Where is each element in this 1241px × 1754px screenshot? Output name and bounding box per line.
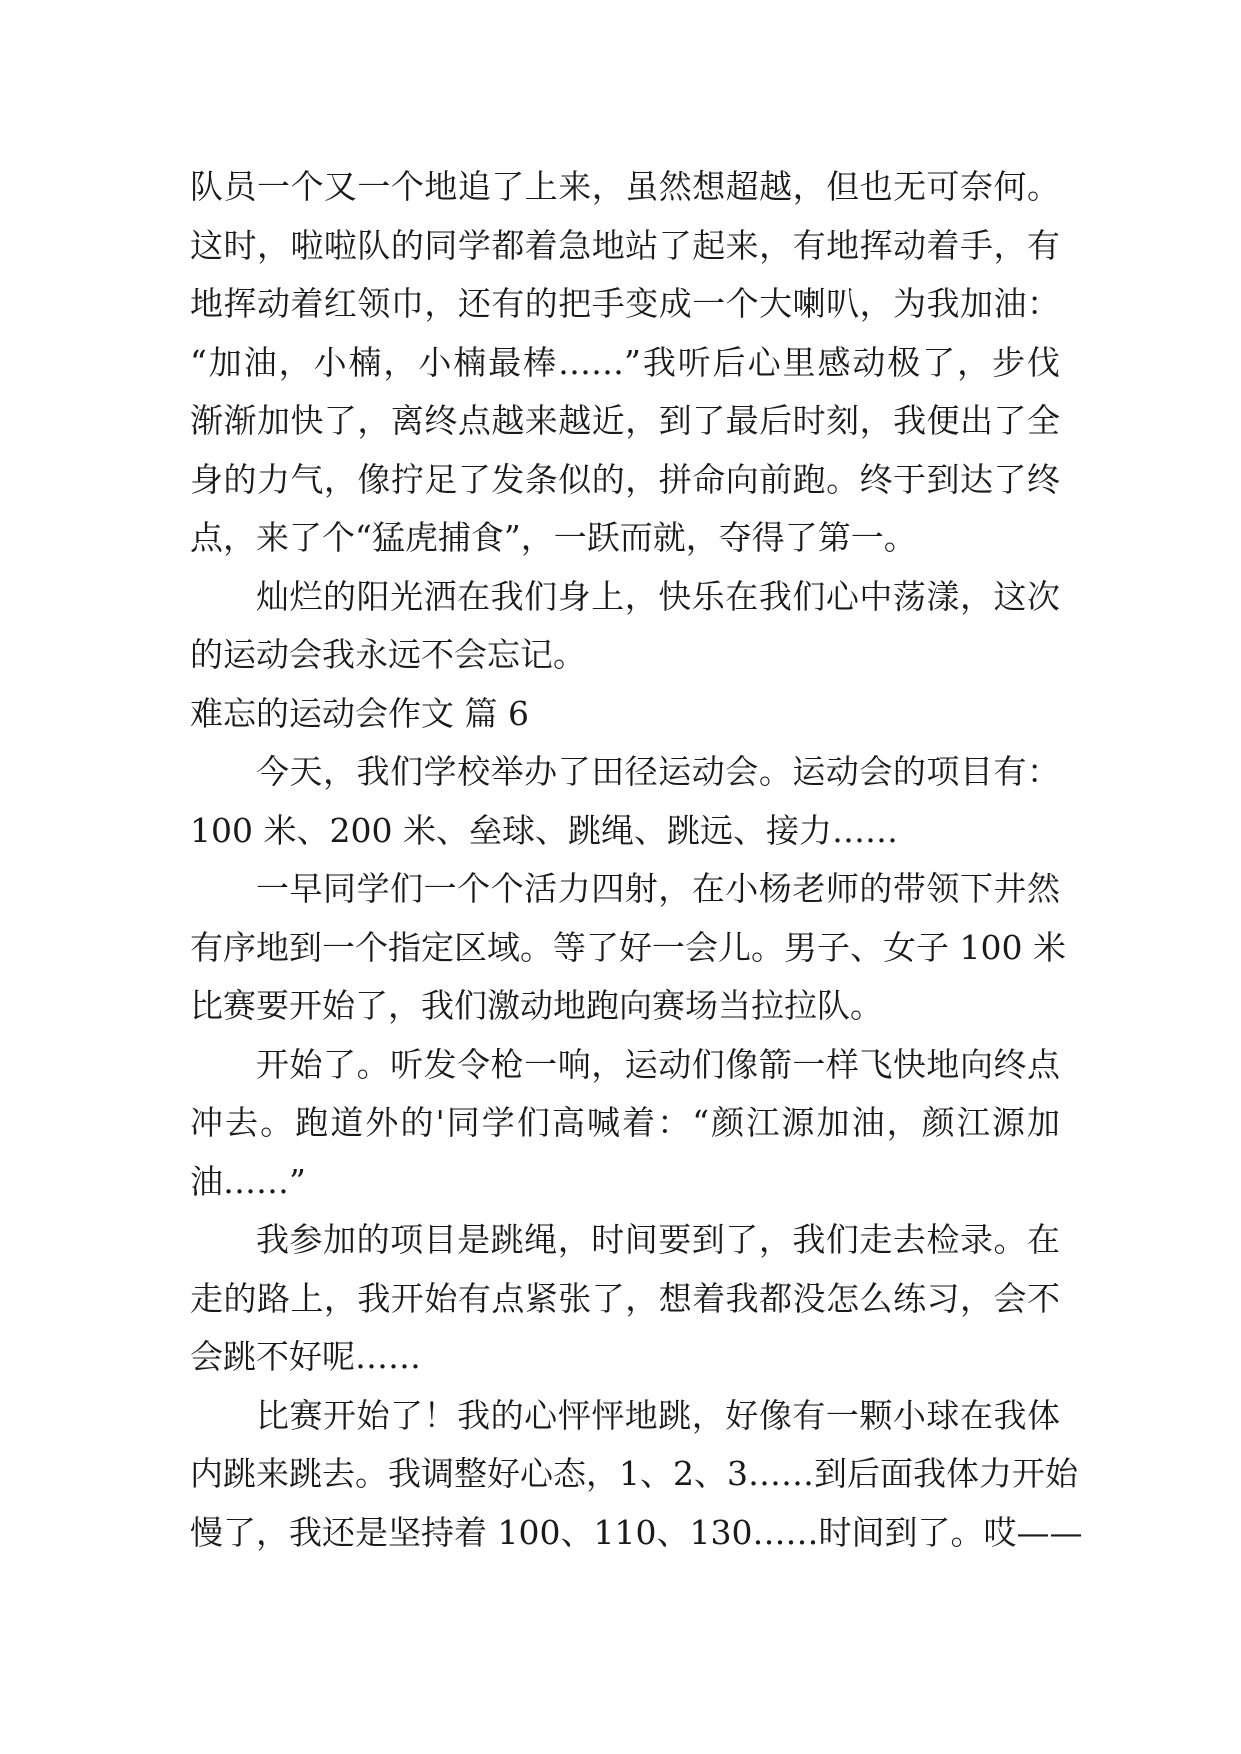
paragraph xyxy=(190,1387,1083,1563)
paragraph xyxy=(190,1036,1060,1212)
text-line: 内跳来跳去。我调整好心态，1、2、3……到后面我体力开始 xyxy=(190,1454,1078,1493)
heading-text: 难忘的运动会作文 篇 6 xyxy=(190,693,529,733)
text-line: 慢了，我还是坚持着 100、110、130……时间到了。哎—— xyxy=(190,1512,1083,1552)
text-line: 身的力气，像拧足了发条似的，拼命向前跑。终于到达了终 xyxy=(190,459,1060,499)
text-line: 开始了。听发令枪一响，运动们像箭一样飞快地向终点 xyxy=(256,1044,1060,1084)
text-line: 我参加的项目是跳绳，时间要到了，我们走去检录。在 xyxy=(256,1220,1060,1259)
text-line: 100 米、200 米、垒球、跳绳、跳远、接力…… xyxy=(190,810,898,850)
paragraph xyxy=(190,568,1060,685)
text-line: 这时，啦啦队的同学都着急地站了起来，有地挥动着手，有 xyxy=(190,225,1060,265)
text-line: 走的路上，我开始有点紧张了，想着我都没怎么练习，会不 xyxy=(190,1278,1060,1318)
text-line: 渐渐加快了，离终点越来越近，到了最后时刻，我便出了全 xyxy=(190,401,1060,440)
text-line: 冲去。跑道外的'同学们高喊着：“颜江源加油，颜江源加 xyxy=(190,1103,1060,1142)
text-line: 有序地到一个指定区域。等了好一会儿。男子、女子 100 米 xyxy=(190,927,1066,967)
paragraph xyxy=(190,158,1060,568)
text-line: 比赛要开始了，我们激动地跑向赛场当拉拉队。 xyxy=(190,986,883,1025)
text-line: 队员一个又一个地追了上来，虽然想超越，但也无可奈何。 xyxy=(190,167,1060,206)
paragraph xyxy=(190,743,1060,860)
text-line: 灿烂的阳光洒在我们身上，快乐在我们心中荡漾，这次 xyxy=(256,576,1060,616)
section-heading xyxy=(190,685,1060,744)
text-line: 一早同学们一个个活力四射，在小杨老师的带领下井然 xyxy=(256,869,1060,908)
text-line: 点，来了个“猛虎捕食”，一跃而就，夺得了第一。 xyxy=(190,518,917,557)
text-line: 会跳不好呢…… xyxy=(190,1337,421,1376)
text-line: “加油，小楠，小楠最棒……”我听后心里感动极了，步伐 xyxy=(190,342,1060,382)
text-line: 油……” xyxy=(190,1161,306,1201)
text-line: 地挥动着红领巾，还有的把手变成一个大喇叭，为我加油： xyxy=(190,284,1060,323)
document-body xyxy=(190,158,1083,1562)
paragraph xyxy=(190,860,1066,1036)
text-line: 的运动会我永远不会忘记。 xyxy=(190,635,586,674)
text-line: 比赛开始了！我的心怦怦地跳，好像有一颗小球在我体 xyxy=(256,1395,1060,1435)
paragraph xyxy=(190,1211,1060,1387)
text-line: 今天，我们学校举办了田径运动会。运动会的项目有： xyxy=(256,752,1060,791)
